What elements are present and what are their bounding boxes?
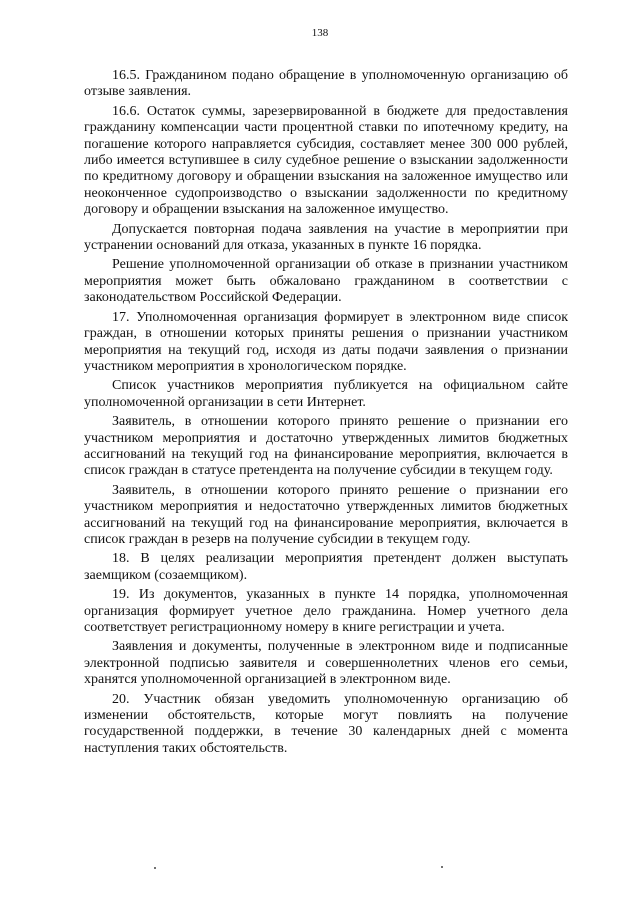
paragraph-appeal: Решение уполномоченной организации об отказе в признании участником мероприятия может быть обжаловано гражданином в соответствии с законодательством Российской Федерации. [84,257,568,306]
paragraph-list-publication: Список участников мероприятия публикуется на официальном сайте уполномоченной организации в сети Интернет. [84,378,568,410]
scan-speck [441,866,443,868]
paragraph-20: 20. Участник обязан уведомить уполномоченную организацию об изменении обстоятельств, которые могут повлиять на получение государственной поддержки, в течение 30 календарных дней с момента наступления таких обстоятельств. [84,691,568,756]
document-body [84,68,568,760]
paragraph-19: 19. Из документов, указанных в пункте 14 порядка, уполномоченная организация формирует учетное дело гражданина. Номер учетного дела соответствует регистрационному номеру в книге регистрации и учета. [84,587,568,635]
paragraph-18: 18. В целях реализации мероприятия претендент должен выступать заемщиком (созаемщиком). [84,551,568,583]
paragraph-16-5: 16.5. Гражданином подано обращение в уполномоченную организацию об отзыве заявления. [84,68,568,100]
scan-speck [154,867,156,869]
page-number: 138 [311,27,329,39]
paragraph-16-6: 16.6. Остаток суммы, зарезервированной в бюджете для предоставления гражданину компенсации части процентной ставки по ипотечному кредиту, на погашение которого направляется субсидия, составляет менее 300 000 рублей, либо имеется вступившее в силу судебное решение о взыскании задолженности по кредитному договору и обращении взыскания на заложенное имущество или неоконченное судопроизводство о взыскании задолженности по кредитному договору и обращении взыскания на заложенное имущество. [84,103,568,218]
paragraph-17: 17. Уполномоченная организация формирует в электронном виде список граждан, в отношении которых приняты решения о признании участником мероприятия на текущий год, исходя из даты подачи заявления о признании участником мероприятия в хронологическом порядке. [84,309,568,374]
paragraph-applicant-sufficient: Заявитель, в отношении которого принято решение о признании его участником мероприятия и достаточно утвержденных лимитов бюджетных ассигнований на текущий год на финансирование мероприятия, включается в список граждан в статусе претендента на получение субсидии в текущем году. [84,414,568,479]
paragraph-applicant-insufficient: Заявитель, в отношении которого принято решение о признании его участником мероприятия и недостаточно утвержденных лимитов бюджетных ассигнований на текущий год на финансирование мероприятия, включается в список граждан в резерв на получение субсидии в текущем году. [84,482,568,547]
paragraph-reapplication: Допускается повторная подача заявления на участие в мероприятии при устранении оснований для отказа, указанных в пункте 16 порядка. [84,221,568,254]
paragraph-electronic-docs: Заявления и документы, полученные в электронном виде и подписанные электронной подписью заявителя и совершеннолетних членов его семьи, хранятся уполномоченной организацией в электронном виде. [84,639,568,688]
